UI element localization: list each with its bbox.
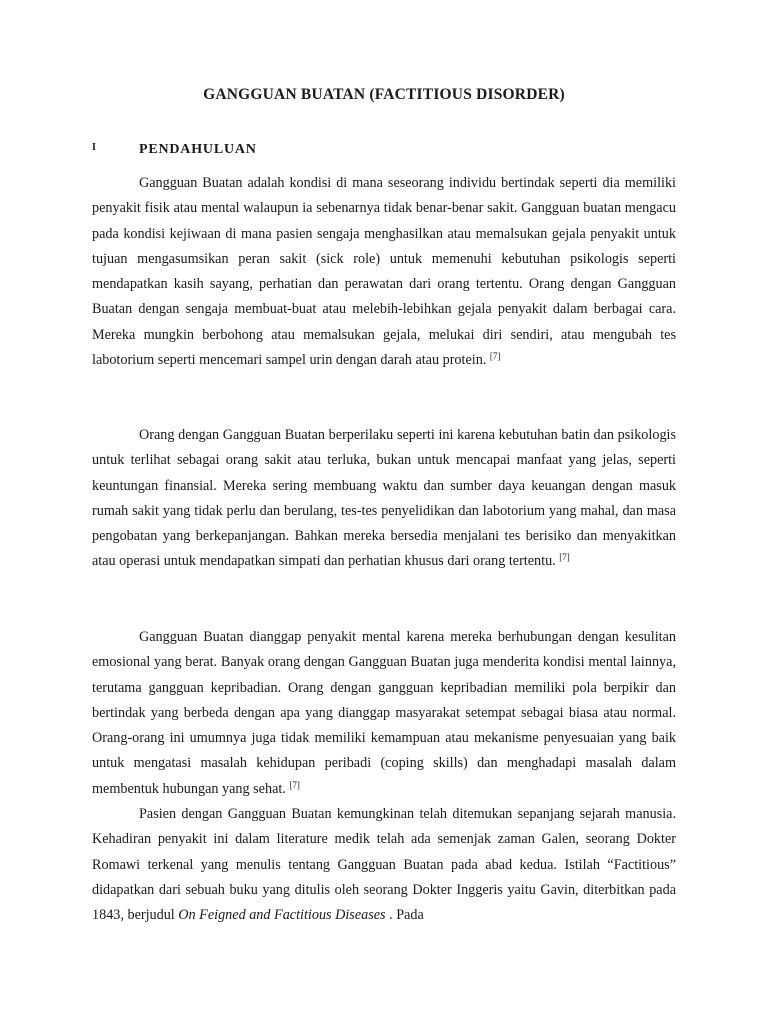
paragraph-1 (92, 171, 676, 373)
paragraph-2 (92, 423, 676, 575)
reference-marker: [7] (289, 779, 300, 790)
paragraph-4-text-after: . Pada (389, 907, 424, 924)
paragraph-4-text-before: Pasien dengan Gangguan Buatan kemungkinan telah ditemukan sepanjang sejarah manusia. Kehadiran penyakit ini dalam literature medik telah ada semenjak zaman Galen, seorang Dokter Romawi terkenal yang menulis tentang Gangguan Buatan pada abad kedua. Istilah “Factitious” didapatkan dari sebuah buku yang ditulis oleh seorang Dokter Inggeris yaitu Gavin, diterbitkan pada 1843, berjudul (92, 806, 676, 924)
paragraph-2-text: Orang dengan Gangguan Buatan berperilaku seperti ini karena kebutuhan batin dan psikologis untuk terlihat sebagai orang sakit atau terluka, bukan untuk mencapai manfaat yang jelas, seperti keuntungan finansial. Mereka sering membuang waktu dan sumber daya keuangan dengan masuk rumah sakit yang tidak perlu dan berulang, tes-tes penyelidikan dan labotorium yang mahal, dan masa pengobatan yang berkepanjangan. Bahkan mereka bersedia menjalani tes berisiko dan menyakitkan atau operasi untuk mendapatkan simpati dan perhatian khusus dari orang tertentu. (92, 427, 676, 570)
reference-marker: [7] (559, 552, 570, 563)
paragraph-4 (92, 802, 676, 928)
section-number: I (92, 142, 96, 153)
reference-marker: [7] (489, 351, 501, 362)
section-title: PENDAHULUAN (139, 142, 257, 157)
document-title: GANGGUAN BUATAN (FACTITIOUS DISORDER) (203, 86, 565, 103)
paragraph-3 (92, 625, 676, 802)
paragraph-3-text: Gangguan Buatan dianggap penyakit mental karena mereka berhubungan dengan kesulitan emosional yang berat. Banyak orang dengan Gangguan Buatan juga menderita kondisi mental lainnya, terutama gangguan kepribadian. Orang dengan gangguan kepribadian memiliki pola berpikir dan bertindak yang berbeda dengan apa yang dianggap masyarakat setempat sebagai biasa atau normal. Orang-orang ini umumnya juga tidak memiliki kemampuan atau mekanisme penyesuaian yang baik untuk mengatasi masalah kehidupan peribadi (coping skills) dan menghadapi masalah dalam membentuk hubungan yang sehat. (92, 629, 676, 797)
book-title: On Feigned and Factitious Diseases (178, 907, 386, 924)
paragraph-1-text: Gangguan Buatan adalah kondisi di mana seseorang individu bertindak seperti dia memiliki penyakit fisik atau mental walaupun ia sebenarnya tidak benar-benar sakit. Gangguan buatan mengacu pada kondisi kejiwaan di mana pasien sengaja menghasilkan atau memalsukan gejala penyakit untuk tujuan mengasumsikan peran sakit (sick role) untuk memenuhi kebutuhan psikologis seperti mendapatkan kasih sayang, perhatian dan perawatan dari orang tertentu. Orang dengan Gangguan Buatan dengan sengaja membuat-buat atau melebih-lebihkan gejala penyakit dalam berbagai cara. Mereka mungkin berbohong atau memalsukan gejala, melukai diri sendiri, atau mengubah tes labotorium seperti mencemari sampel urin dengan darah atau protein. (92, 175, 676, 369)
